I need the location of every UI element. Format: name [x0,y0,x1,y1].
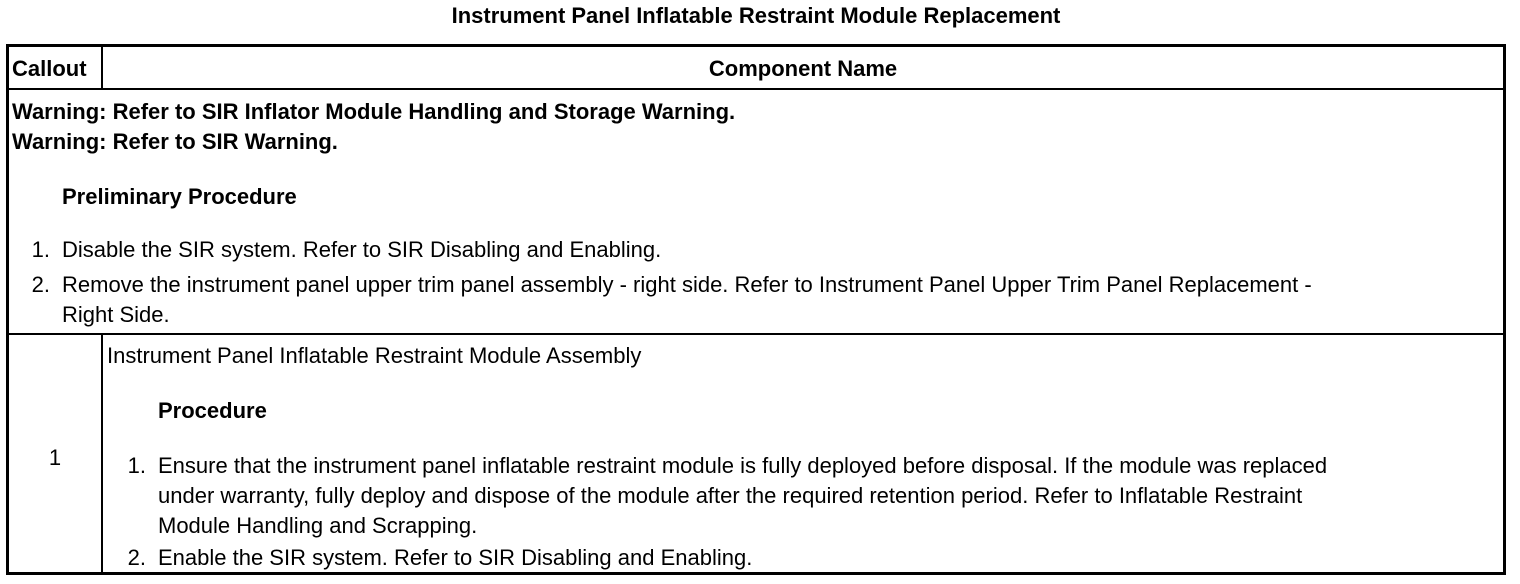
step-number: 2. [31,272,50,297]
procedure-step-1-line-2: under warranty, fully deploy and dispose of the module after the required retention period. Refer to Inflatable Restraint [158,483,1303,508]
component-name: Instrument Panel Inflatable Restraint Module Assembly [107,343,642,368]
callout-number: 1 [48,445,62,470]
procedure-step-1-line-3: Module Handling and Scrapping. [158,513,478,538]
warning-2: Warning: Refer to SIR Warning. [12,129,338,154]
step-number: 1. [31,237,50,262]
preliminary-step-2-line-1: Remove the instrument panel upper trim panel assembly - right side. Refer to Instrument Panel Upper Trim Panel Replacement - [62,272,1312,297]
warning-1: Warning: Refer to SIR Inflator Module Handling and Storage Warning. [12,99,736,124]
procedure-heading: Procedure [158,398,267,423]
preliminary-step-2-line-2: Right Side. [62,302,170,327]
step-number: 1. [127,453,146,478]
table-row [9,335,1503,572]
column-divider [101,335,103,572]
header-callout: Callout [12,56,87,81]
preliminary-row [9,90,1503,335]
header-component-name: Component Name [708,56,898,81]
step-number: 2. [127,545,146,570]
document-title: Instrument Panel Inflatable Restraint Module Replacement [451,3,1061,28]
table-header-row [9,47,1503,90]
procedure-table [6,44,1506,575]
procedure-step-2: Enable the SIR system. Refer to SIR Disabling and Enabling. [158,545,753,570]
procedure-step-1-line-1: Ensure that the instrument panel inflatable restraint module is fully deployed before disposal. If the module was replaced [158,453,1328,478]
preliminary-step-1: Disable the SIR system. Refer to SIR Disabling and Enabling. [62,237,662,262]
preliminary-heading: Preliminary Procedure [62,184,297,209]
